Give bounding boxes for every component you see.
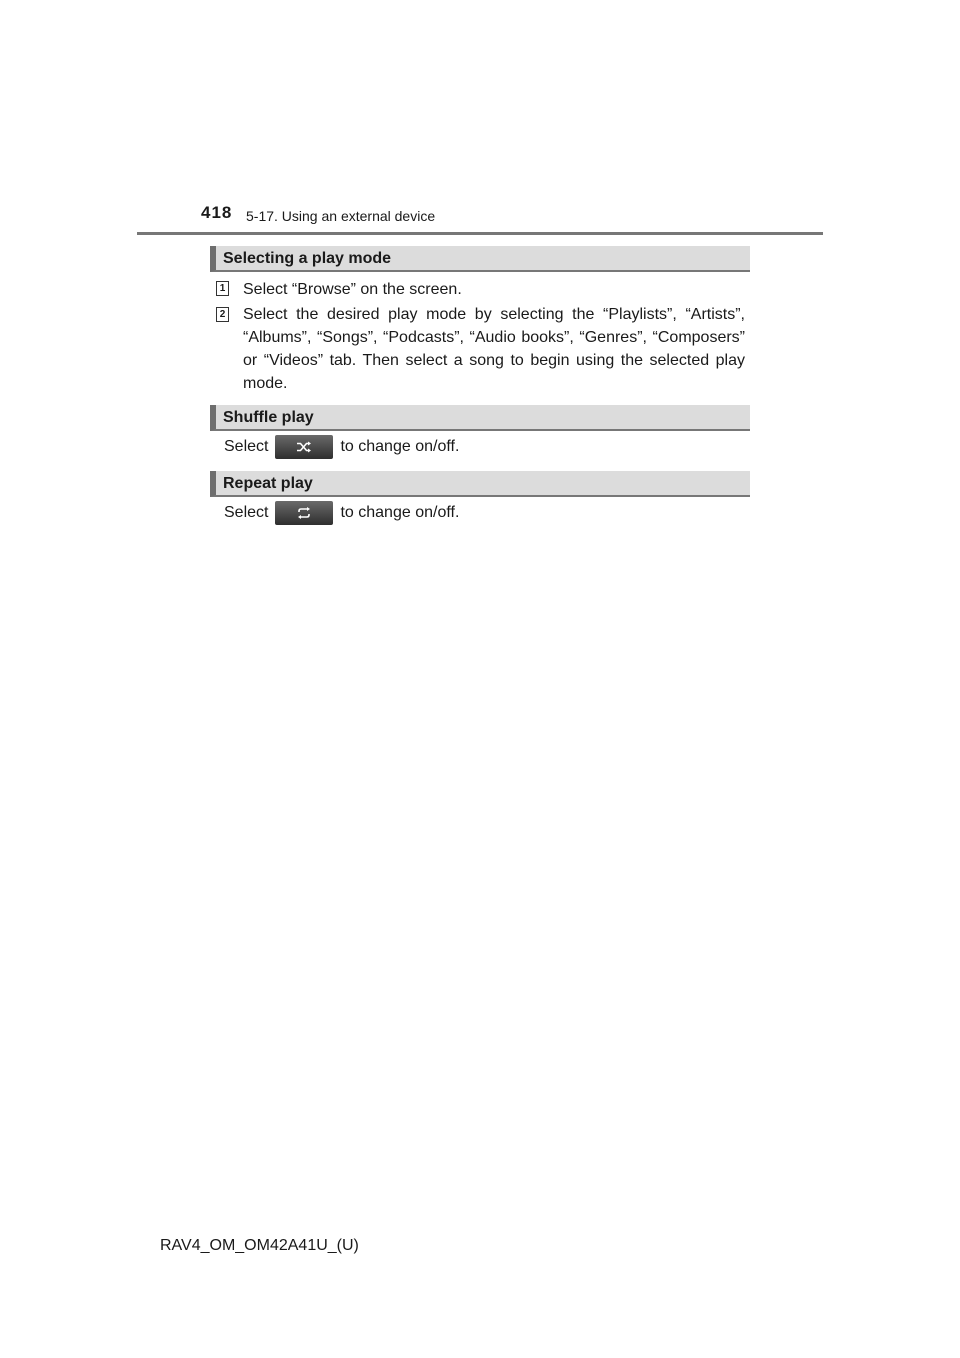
header-divider	[137, 232, 823, 235]
section-title: Shuffle play	[223, 409, 314, 426]
step-text-1: Select “Browse” on the screen.	[243, 281, 462, 298]
step-text-2: Select the desired play mode by selecting the “Playlists”, “Artists”, “Albums”, “Songs”, “Podcasts”, “Audio books”, “Genres”, “Composers” or “Videos” tab. Then select a song to begin using the selected play mode.	[243, 306, 745, 392]
instruction-suffix: to change on/off.	[340, 504, 460, 521]
shuffle-button-image	[275, 435, 333, 459]
repeat-instruction	[224, 500, 459, 526]
section-heading-shuffle	[210, 405, 750, 431]
step-number-1: 1	[216, 281, 229, 296]
section-title: Repeat play	[223, 475, 313, 492]
section-heading-repeat	[210, 471, 750, 497]
chapter-title: 5-17. Using an external device	[246, 208, 436, 224]
page-number: 418	[201, 203, 233, 222]
step-number-2: 2	[216, 307, 229, 322]
document-code: RAV4_OM_OM42A41U_(U)	[160, 1237, 359, 1254]
shuffle-icon	[296, 441, 312, 453]
instruction-prefix: Select	[224, 504, 269, 521]
section-heading-play-mode	[210, 246, 750, 272]
repeat-button-image	[275, 501, 333, 525]
repeat-icon	[296, 507, 312, 519]
instruction-suffix: to change on/off.	[340, 438, 460, 455]
instruction-prefix: Select	[224, 438, 269, 455]
shuffle-instruction	[224, 434, 459, 460]
section-title: Selecting a play mode	[223, 250, 392, 267]
